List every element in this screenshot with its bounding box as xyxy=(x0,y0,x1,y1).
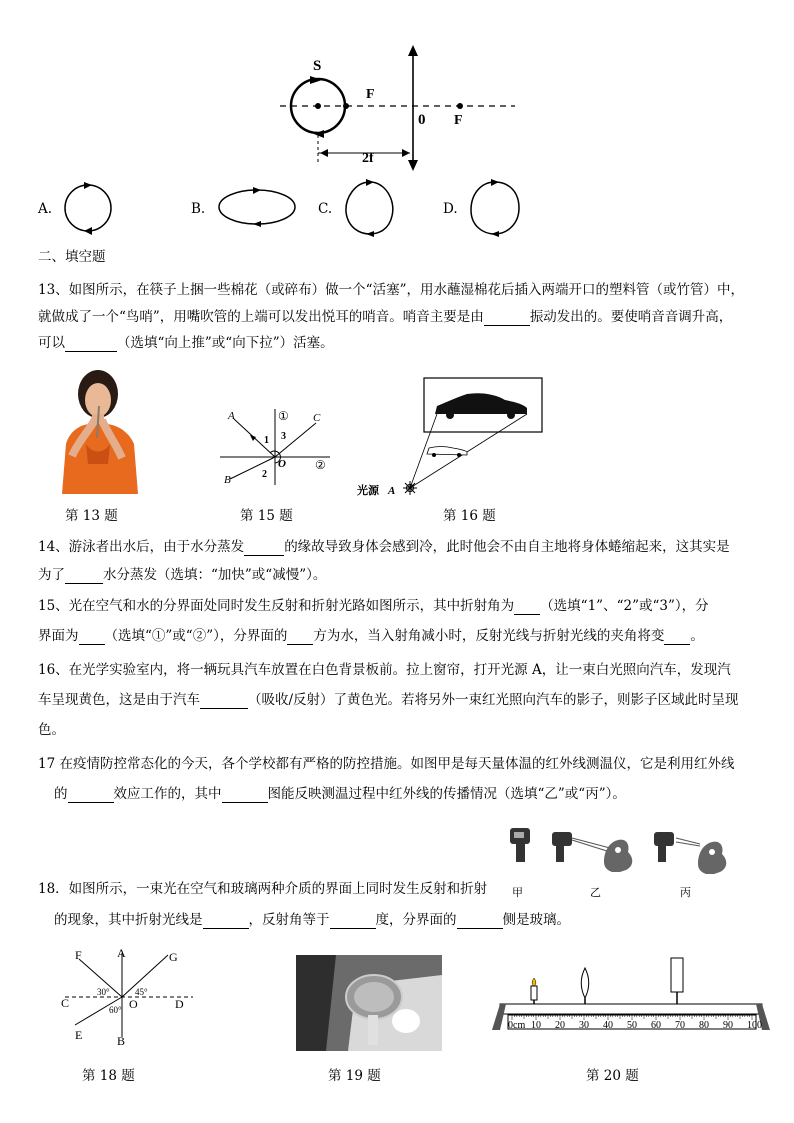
caption-16: 第 16 题 xyxy=(443,508,496,524)
answer-blank[interactable] xyxy=(664,630,690,645)
q16-text: （吸收/反射）了黄色光。若将另外一束红光照向汽车的影子，则影子区域此时呈现 xyxy=(248,692,739,708)
light-source-a: A xyxy=(388,485,396,497)
ruler-tick-label: 0cm xyxy=(508,1020,526,1031)
fig18-ang30: 30° xyxy=(97,987,110,997)
answer-blank[interactable] xyxy=(330,914,376,929)
answer-blank[interactable] xyxy=(65,337,117,352)
q17-line1: 17 在疫情防控常态化的今天，各个学校都有严格的防控措施。如图甲是每天量体温的红外线测温仪，它是利用红外线 xyxy=(38,756,735,772)
fig15-n1: 1 xyxy=(264,435,269,446)
answer-blank[interactable] xyxy=(79,630,105,645)
answer-blank[interactable] xyxy=(203,914,249,929)
fig15-n3: 3 xyxy=(281,431,286,442)
fig15-a: A xyxy=(228,410,235,422)
answer-blank[interactable] xyxy=(457,914,503,929)
answer-blank[interactable] xyxy=(484,311,530,326)
two-f-label: 2f xyxy=(362,151,374,166)
q15-text: 15、光在空气和水的分界面处同时发生反射和折射光路如图所示，其中折射角为 xyxy=(38,598,515,614)
fig18-g: G xyxy=(169,950,178,964)
infrared-thermometer-figure xyxy=(500,822,755,902)
q14-line2 xyxy=(38,566,326,584)
q14-text: 14、游泳者出水后，由于水分蒸发 xyxy=(38,539,245,555)
caption-18: 第 18 题 xyxy=(82,1068,135,1084)
q15-text: 界面为 xyxy=(38,628,79,644)
reflection-refraction-diagram-18 xyxy=(55,945,200,1050)
fig15-circle2: ② xyxy=(315,458,326,472)
fig18-c: C xyxy=(61,996,70,1010)
car-shadow-diagram xyxy=(355,376,545,502)
fig18-ang45: 45° xyxy=(135,987,148,997)
option-d-shape xyxy=(465,178,525,238)
ruler-tick-label: 70 xyxy=(675,1020,685,1031)
fig15-b: B xyxy=(224,474,231,486)
q15-text: 。 xyxy=(690,628,704,644)
fig18-f: F xyxy=(75,948,82,962)
q18-text: 的现象，其中折射光线是 xyxy=(54,912,203,928)
q15-line2 xyxy=(38,627,704,645)
fig18-o: O xyxy=(129,997,138,1011)
option-c-shape xyxy=(340,178,400,238)
option-d-label: D. xyxy=(443,201,458,217)
option-b-shape xyxy=(215,185,299,229)
fig18-b: B xyxy=(117,1034,126,1048)
q13-line3 xyxy=(38,334,334,352)
fig17-yi: 乙 xyxy=(590,887,601,899)
fig18-a: A xyxy=(117,946,126,960)
q15-text: 方为水，当入射角减小时，反射光线与折射光线的夹角将变 xyxy=(313,628,665,644)
q15-text: （选填“1”、“2”或“3”），分 xyxy=(540,598,709,614)
caption-13: 第 13 题 xyxy=(65,508,118,524)
fig15-o: O xyxy=(278,458,286,470)
caption-20: 第 20 题 xyxy=(586,1068,639,1084)
answer-blank[interactable] xyxy=(222,788,268,803)
answer-blank[interactable] xyxy=(244,541,284,556)
caption-15: 第 15 题 xyxy=(240,508,293,524)
q17-line2 xyxy=(54,785,626,803)
option-a-label: A. xyxy=(38,201,53,217)
q14-text: 水分蒸发（选填：“加快”或“减慢”）。 xyxy=(103,567,327,583)
q13-text: 可以 xyxy=(38,335,65,351)
q17-text: 的 xyxy=(54,786,68,802)
ruler-tick-label: 20 xyxy=(555,1020,565,1031)
s-label: S xyxy=(313,58,322,74)
q16-line1: 16、在光学实验室内，将一辆玩具汽车放置在白色背景板前。拉上窗帘，打开光源 A，让一束白光照向汽车，发现汽 xyxy=(38,662,731,678)
q18-text: 侧是玻璃。 xyxy=(502,912,570,928)
q16-line3: 色。 xyxy=(38,722,65,738)
ruler-tick-label: 10 xyxy=(531,1020,541,1031)
answer-blank[interactable] xyxy=(287,630,313,645)
q13-text: （选填“向上推”或“向下拉”）活塞。 xyxy=(117,335,334,351)
answer-blank[interactable] xyxy=(68,788,114,803)
ruler-tick-label: 80 xyxy=(699,1020,709,1031)
ruler-tick-label: 90 xyxy=(723,1020,733,1031)
q17-text: 效应工作的，其中 xyxy=(113,786,222,802)
q13-text: 就做成了一个“鸟哨”，用嘴吹管的上端可以发出悦耳的哨音。哨音主要是由 xyxy=(38,309,484,325)
f-left-label: F xyxy=(366,87,375,102)
fig18-ang60: 60° xyxy=(109,1005,122,1015)
q13-line2 xyxy=(38,308,732,326)
q18-text: 度，分界面的 xyxy=(375,912,457,928)
fig18-d: D xyxy=(175,997,184,1011)
q16-text: 车呈现黄色，这是由于汽车 xyxy=(38,692,200,708)
q16-line2 xyxy=(38,691,739,709)
q14-text: 的缘故导致身体会感到冷，此时他会不由自主地将身体蜷缩起来，这其实是 xyxy=(284,539,730,555)
whistle-photo xyxy=(52,364,142,494)
o-label: 0 xyxy=(418,112,426,128)
lens-photo xyxy=(296,955,442,1051)
fig15-circle1: ① xyxy=(278,409,289,423)
ruler-tick-label: 40 xyxy=(603,1020,613,1031)
lens-diagram xyxy=(270,40,530,175)
q13-text: 振动发出的。要使哨音音调升高， xyxy=(529,309,733,325)
q18-text: ，反射角等于 xyxy=(248,912,330,928)
option-b-label: B. xyxy=(191,201,206,217)
q18-line2 xyxy=(54,911,570,929)
option-a-shape xyxy=(60,180,116,236)
fig15-c: C xyxy=(313,412,321,424)
light-source-label: 光源 xyxy=(357,485,379,497)
q17-text: 图能反映测温过程中红外线的传播情况（选填“乙”或“丙”）。 xyxy=(267,786,626,802)
q14-line1 xyxy=(38,538,730,556)
answer-blank[interactable] xyxy=(514,600,540,615)
q15-line1 xyxy=(38,597,709,615)
optical-bench xyxy=(490,952,770,1038)
section-title: 二、填空题 xyxy=(38,249,106,265)
option-c-label: C. xyxy=(318,201,333,217)
refraction-diagram-15 xyxy=(218,405,336,487)
answer-blank[interactable] xyxy=(200,694,248,709)
q18-line1: 18．如图所示，一束光在空气和玻璃两种介质的界面上同时发生反射和折射 xyxy=(38,881,488,897)
fig17-jia: 甲 xyxy=(512,887,523,899)
answer-blank[interactable] xyxy=(65,569,103,584)
caption-19: 第 19 题 xyxy=(328,1068,381,1084)
ruler-tick-label: 100 xyxy=(747,1020,762,1031)
ruler-tick-label: 30 xyxy=(579,1020,589,1031)
ruler-tick-label: 60 xyxy=(651,1020,661,1031)
ruler-tick-label: 50 xyxy=(627,1020,637,1031)
q15-text: （选填“①”或“②”），分界面的 xyxy=(104,628,288,644)
fig17-bing: 丙 xyxy=(680,887,691,899)
fig18-e: E xyxy=(75,1028,83,1042)
f-right-label: F xyxy=(454,113,463,128)
fig15-n2: 2 xyxy=(262,469,267,480)
q13-line1: 13、如图所示，在筷子上捆一些棉花（或碎布）做一个“活塞”，用水蘸湿棉花后插入两端开口的塑料管（或竹管）中， xyxy=(38,282,744,298)
q14-text: 为了 xyxy=(38,567,65,583)
